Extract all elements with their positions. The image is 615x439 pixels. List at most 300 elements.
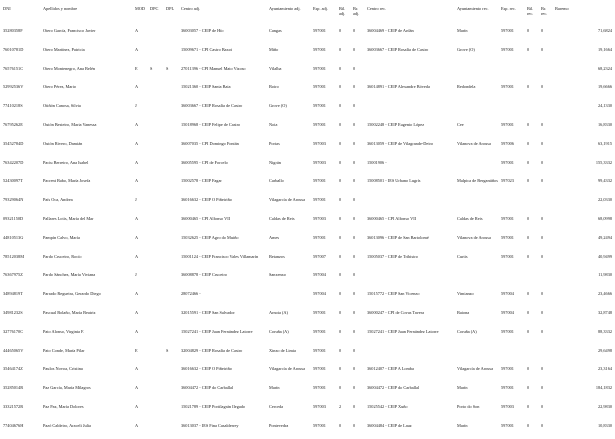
assignments-table	[2, 0, 613, 439]
dni-cell: 33321572R	[3, 403, 24, 409]
mod-cell: A	[135, 28, 139, 33]
name-cell: Pato Conde, María Pilar	[43, 347, 85, 353]
dpl-cell	[165, 404, 180, 423]
br-adj-cell: 0	[353, 253, 356, 259]
table-row	[2, 66, 613, 85]
bil-rec-cell: 0	[527, 366, 530, 372]
column-header-esp-adj: Esp. adj.	[313, 6, 328, 11]
dpl-cell	[165, 423, 180, 439]
ayuntamiento-rec-cell: Grove (O)	[457, 46, 475, 52]
centro-adj-cell: 36003057 - CEIP de Hío	[181, 28, 224, 33]
esp-rec-cell: 597001	[501, 28, 514, 33]
mod-cell: A	[135, 366, 139, 372]
baremo-cell: 68,0998	[598, 215, 612, 221]
dpl-cell	[165, 291, 180, 310]
column-header-dni: DNI	[3, 6, 11, 11]
baremo-cell: 40,9499	[598, 253, 612, 259]
esp-adj-cell: 597003	[313, 403, 326, 409]
centro-adj-cell: 36008878 - CEIP Cruceiro	[181, 272, 228, 278]
ayuntamiento-adj-cell: Marín	[269, 385, 280, 391]
centro-adj-cell: 15001124 - CEIP Francisco Vales Villamarín	[181, 253, 259, 259]
bil-adj-cell: 0	[339, 159, 342, 165]
br-rec-cell: 0	[541, 309, 544, 315]
br-rec-cell	[540, 66, 554, 85]
dpl-cell: S	[166, 65, 169, 71]
dpl-cell	[165, 178, 180, 197]
ayuntamiento-adj-cell: Arnoia (A)	[269, 309, 288, 315]
bil-rec-cell: 0	[527, 178, 530, 184]
table-row	[2, 47, 613, 66]
bil-adj-cell: 0	[339, 103, 342, 109]
dni-cell: 52430097T	[3, 178, 23, 184]
centro-rec-cell: 36000247 - CPI de Covas Tavera	[367, 309, 425, 315]
baremo-cell: 155,3332	[595, 159, 612, 165]
ayuntamiento-adj-cell: Boiro	[269, 84, 279, 90]
table-row	[2, 329, 613, 348]
br-rec-cell: 0	[541, 140, 544, 146]
ayuntamiento-rec-cell: Vimianzo	[457, 291, 474, 297]
baremo-cell: 22,0330	[598, 197, 612, 203]
name-cell: Paz Paz, María Dolores	[43, 403, 84, 409]
column-header-name: Apellidos y nombre	[43, 6, 78, 11]
mod-cell: E	[135, 347, 138, 353]
bil-adj-cell: 0	[339, 28, 342, 33]
dpl-cell	[165, 272, 180, 291]
baremo-cell: 16,8330	[598, 121, 612, 127]
column-header-centro-adj: Centro adj.	[181, 6, 201, 11]
ayuntamiento-adj-cell: Miño	[269, 46, 279, 52]
esp-rec-cell: 597004	[501, 309, 514, 315]
ayuntamiento-rec-cell	[456, 66, 500, 85]
bil-rec-cell: 0	[527, 309, 530, 315]
bil-rec-cell: 0	[527, 215, 530, 221]
bil-rec-cell: 0	[527, 422, 530, 428]
dpl-cell	[165, 28, 180, 47]
dpc-cell	[149, 197, 165, 216]
table-header	[2, 0, 613, 28]
column-header-esp-rec: Esp. rec.	[501, 6, 516, 11]
dni-cell: 35280358F	[3, 28, 23, 33]
centro-adj-cell: 15002578 - CEIP Fagar	[181, 178, 222, 184]
esp-rec-cell	[500, 197, 526, 216]
br-adj-cell: 0	[353, 366, 356, 372]
dni-cell: 44810513G	[3, 234, 24, 240]
ayuntamiento-adj-cell: Xinzo de Limia	[269, 347, 296, 353]
mod-cell: A	[135, 328, 139, 334]
baremo-cell: 23,4666	[598, 291, 612, 297]
esp-adj-cell: 597001	[313, 121, 326, 127]
table-row	[2, 178, 613, 197]
dpl-cell	[165, 366, 180, 385]
dni-cell: 79329064N	[3, 197, 24, 203]
bil-adj-cell: 0	[339, 140, 342, 146]
dpc-cell	[149, 272, 165, 291]
ayuntamiento-rec-cell: Cee	[457, 121, 464, 127]
br-rec-cell: 0	[541, 46, 544, 52]
dpc-cell	[149, 122, 165, 141]
dpc-cell	[149, 404, 165, 423]
esp-adj-cell: 597001	[313, 366, 326, 372]
br-rec-cell: 0	[541, 291, 544, 297]
esp-rec-cell: 597001	[501, 253, 514, 259]
mod-cell: A	[135, 178, 139, 184]
dpl-cell	[165, 141, 180, 160]
esp-rec-cell: 597001	[501, 328, 514, 334]
dni-cell: 76795262E	[3, 121, 23, 127]
esp-adj-cell: 597001	[313, 46, 326, 52]
centro-rec-cell: 36013059 - CEIP de Vilagrande-Deiro	[367, 140, 434, 146]
bil-adj-cell: 0	[339, 234, 342, 240]
centro-rec-cell: 15008501 - IES Urbano Lugrís	[367, 178, 421, 184]
ayuntamiento-adj-cell: Caldas de Reis	[269, 215, 295, 221]
ayuntamiento-adj-cell	[268, 291, 312, 310]
br-adj-cell: 0	[353, 140, 356, 146]
table-row	[2, 291, 613, 310]
ayuntamiento-rec-cell: Vilanova de Arousa	[457, 234, 491, 240]
esp-rec-cell: 597001	[501, 422, 514, 428]
centro-adj-cell: 15021789 - CEIP Portilagrán Ilegado	[181, 403, 246, 409]
dpl-cell	[165, 235, 180, 254]
br-adj-cell: 0	[353, 385, 356, 391]
centro-adj-cell: 15021360 - CEIP Santa Baia	[181, 84, 231, 90]
br-rec-cell: 0	[541, 215, 544, 221]
esp-rec-cell: 597001	[501, 234, 514, 240]
column-header-dpl: DPL	[166, 6, 175, 11]
centro-rec-cell: 15001906 -	[367, 159, 387, 165]
mod-cell: A	[135, 385, 139, 391]
mod-cell: A	[135, 234, 139, 240]
bil-rec-cell	[526, 272, 540, 291]
dni-cell: 77404676H	[3, 422, 24, 428]
dni-cell: 44465065V	[3, 347, 24, 353]
br-rec-cell	[540, 197, 554, 216]
dpl-cell	[165, 385, 180, 404]
bil-rec-cell: 0	[527, 328, 530, 334]
baremo-cell: 49,2494	[598, 234, 612, 240]
ayuntamiento-adj-cell: Coruña (A)	[269, 328, 289, 334]
dni-cell: 09321150D	[3, 215, 24, 221]
bil-adj-cell: 0	[339, 65, 342, 71]
esp-adj-cell: 597001	[313, 309, 326, 315]
br-adj-cell: 0	[353, 215, 356, 221]
esp-adj-cell: 597003	[313, 140, 326, 146]
ayuntamiento-rec-cell: Marín	[457, 385, 468, 391]
bil-adj-cell: 0	[339, 272, 342, 278]
bil-rec-cell: 0	[527, 234, 530, 240]
dpc-cell	[149, 103, 165, 122]
dni-cell: 76367975Z	[3, 272, 23, 278]
dpc-cell	[149, 385, 165, 404]
br-adj-cell: 0	[353, 46, 356, 52]
table-body	[2, 28, 613, 439]
bil-rec-cell: 0	[527, 121, 530, 127]
bil-adj-cell: 0	[339, 328, 342, 334]
ayuntamiento-rec-cell: Porto do Son	[457, 403, 480, 409]
mod-cell: A	[135, 46, 139, 52]
bil-adj-cell: 0	[339, 309, 342, 315]
ayuntamiento-adj-cell: Portas	[269, 140, 280, 146]
baremo-cell: 19,6666	[598, 84, 612, 90]
dni-cell: 35285014R	[3, 385, 24, 391]
column-header-bil-rec: Bil. rec.	[527, 6, 534, 16]
dni-cell: 76342207D	[3, 159, 24, 165]
esp-rec-cell: 597001	[501, 46, 514, 52]
dpc-cell	[149, 84, 165, 103]
bil-adj-cell: 0	[339, 46, 342, 52]
br-adj-cell: 0	[353, 121, 356, 127]
dpc-cell	[149, 310, 165, 329]
br-adj-cell: 0	[353, 234, 356, 240]
centro-adj-cell: 15009671 - CPI Castro Baxoi	[181, 46, 233, 52]
name-cell: Paciu Berreiro, Ana Isabel	[43, 159, 89, 165]
centro-adj-cell: 15018968 - CEIP Felipe de Castro	[181, 121, 241, 127]
ayuntamiento-rec-cell: Vilanova de Arousa	[457, 140, 491, 146]
bil-rec-cell	[526, 348, 540, 367]
bil-rec-cell: 0	[527, 46, 530, 52]
esp-rec-cell: 597001	[501, 159, 514, 165]
centro-rec-cell: 36013096 - CEIP de San Bartolomé	[367, 234, 429, 240]
esp-rec-cell: 597003	[501, 403, 514, 409]
ayuntamiento-adj-cell: Betanzos	[269, 253, 285, 259]
esp-adj-cell: 597001	[313, 28, 326, 33]
br-rec-cell: 0	[541, 385, 544, 391]
centro-rec-cell: 36004469 - CEIP de Ardán	[367, 28, 414, 33]
dpc-cell	[149, 291, 165, 310]
baremo-cell: 23,3164	[598, 366, 612, 372]
name-cell: Outón Besteiro, Maria Vanessa	[43, 121, 97, 127]
ayuntamiento-rec-cell	[456, 348, 500, 367]
name-cell: Pascual Bolaño, María Beatriz	[43, 309, 96, 315]
esp-adj-cell: 597001	[313, 385, 326, 391]
header-row	[2, 0, 613, 28]
name-cell: País Oca, Andrea	[43, 197, 73, 203]
bil-rec-cell: 0	[527, 28, 530, 33]
centro-adj-cell: 27011396 - CPI Manuel Mato Vizoso	[181, 65, 246, 71]
baremo-cell: 22,9830	[598, 403, 612, 409]
ayuntamiento-rec-cell	[456, 272, 500, 291]
baremo-cell: 32,8748	[598, 309, 612, 315]
table-row	[2, 197, 613, 216]
baremo-cell: 68,2324	[598, 65, 612, 71]
name-cell: Pardo Cruceiro, Rocío	[43, 253, 82, 259]
esp-adj-cell: 597001	[313, 328, 326, 334]
dpl-cell	[165, 197, 180, 216]
ayuntamiento-rec-cell	[456, 103, 500, 122]
ayuntamiento-adj-cell: Sanxenxo	[269, 272, 286, 278]
esp-adj-cell: 597001	[313, 103, 326, 109]
table-row	[2, 254, 613, 273]
dpc-cell	[149, 329, 165, 348]
ayuntamiento-rec-cell: Malpica de Bergantiños	[457, 178, 498, 184]
mod-cell: A	[135, 253, 139, 259]
dpl-cell	[165, 103, 180, 122]
dpc-cell	[149, 178, 165, 197]
esp-rec-cell	[500, 348, 526, 367]
mod-cell: J	[135, 272, 137, 278]
br-adj-cell: 0	[353, 291, 356, 297]
baremo-cell: 24,1330	[598, 103, 612, 109]
mod-cell: A	[135, 291, 139, 297]
esp-adj-cell: 597001	[313, 422, 326, 428]
ayuntamiento-adj-cell: Vilagarcía de Arousa	[269, 366, 306, 372]
centro-adj-cell: 36016632 - CEIP O Piñeiriño	[181, 366, 232, 372]
column-header-ayuntamiento-rec: Ayuntamiento rec.	[457, 6, 489, 11]
br-adj-cell: 0	[353, 28, 356, 33]
table-row	[2, 216, 613, 235]
dpl-cell	[165, 122, 180, 141]
centro-rec-cell: 15027241 - CEIP Juan Fernández Latorre	[367, 328, 439, 334]
bil-rec-cell	[526, 103, 540, 122]
table-row	[2, 103, 613, 122]
baremo-cell: 71,6824	[598, 28, 612, 33]
dpc-cell	[149, 28, 165, 47]
column-header-br-rec: Br. rec.	[541, 6, 548, 16]
dpc-cell	[149, 160, 165, 179]
br-rec-cell: 0	[541, 234, 544, 240]
centro-rec-cell: 36004472 - CEIP do Carballal	[367, 385, 420, 391]
dpc-cell	[149, 366, 165, 385]
bil-rec-cell: 0	[527, 385, 530, 391]
esp-adj-cell: 597004	[313, 272, 326, 278]
centro-adj-cell: 15032625 - CEIP Agro do Muiño	[181, 234, 239, 240]
esp-rec-cell: 597001	[501, 215, 514, 221]
dpc-cell	[149, 254, 165, 273]
mod-cell: A	[135, 422, 139, 428]
dni-cell: 78512038M	[3, 253, 25, 259]
br-rec-cell: 0	[541, 121, 544, 127]
ayuntamiento-rec-cell: Curtis	[457, 253, 468, 259]
esp-adj-cell: 597007	[313, 253, 326, 259]
mod-cell: A	[135, 215, 139, 221]
mod-cell: J	[135, 197, 137, 203]
centro-rec-cell: 15005037 - CEIP de Tribistro	[367, 253, 418, 259]
baremo-cell: 88,3332	[598, 328, 612, 334]
dni-cell: 35452784D	[3, 140, 24, 146]
bil-rec-cell	[526, 197, 540, 216]
bil-adj-cell: 0	[339, 253, 342, 259]
esp-adj-cell: 597003	[313, 159, 326, 165]
bil-adj-cell: 0	[339, 422, 342, 428]
dpc-cell: S	[150, 65, 153, 71]
ayuntamiento-adj-cell: Nigrán	[269, 159, 281, 165]
dpc-cell	[149, 423, 165, 439]
br-rec-cell: 0	[541, 84, 544, 90]
centro-rec-cell: 36003667 - CEIP Rosalía de Castro	[367, 46, 429, 52]
mod-cell: J	[135, 103, 137, 109]
br-adj-cell: 0	[353, 422, 356, 428]
dpl-cell	[165, 160, 180, 179]
esp-rec-cell: 597023	[501, 178, 514, 184]
name-cell: Otero Pérez, Mario	[43, 84, 77, 90]
table-row	[2, 84, 613, 103]
bil-adj-cell: 0	[339, 215, 342, 221]
br-adj-cell: 0	[353, 347, 356, 353]
mod-cell: A	[135, 140, 139, 146]
esp-rec-cell: 597001	[501, 84, 514, 90]
dni-cell: 76010781D	[3, 46, 24, 52]
dpl-cell: S	[166, 347, 169, 353]
name-cell: Pato Alonso, Virginia F.	[43, 328, 85, 334]
centro-rec-cell	[366, 103, 456, 122]
name-cell: Otero Martínez, Patricia	[43, 46, 85, 52]
br-adj-cell: 0	[353, 328, 356, 334]
dpl-cell	[165, 84, 180, 103]
dni-cell: 34894819T	[3, 291, 23, 297]
ayuntamiento-rec-cell: Baiona	[457, 309, 470, 315]
esp-adj-cell: 597001	[313, 234, 326, 240]
centro-adj-cell: 32004829 - CEIP Rosalía de Castro	[181, 347, 243, 353]
dpc-cell	[149, 348, 165, 367]
name-cell: Paz García, María Milagros	[43, 385, 91, 391]
br-rec-cell	[540, 103, 554, 122]
dni-cell: 32776170C	[3, 328, 24, 334]
ayuntamiento-rec-cell: Marín	[457, 28, 468, 33]
centro-rec-cell	[366, 66, 456, 85]
column-header-mod: MOD	[135, 6, 146, 11]
br-rec-cell	[540, 348, 554, 367]
column-header-centro-rec: Centro rec.	[367, 6, 387, 11]
br-adj-cell: 0	[353, 103, 356, 109]
centro-adj-cell: 36003667 - CEIP Rosalía de Castro	[181, 103, 243, 109]
bil-adj-cell: 0	[339, 178, 342, 184]
bil-rec-cell: 0	[527, 159, 530, 165]
name-cell: Otiñón Canosa, Silvia	[43, 103, 81, 109]
column-header-dpc: DPC	[150, 6, 159, 11]
centro-rec-cell: 36014891 - CEIP Alexandre Bóveda	[367, 84, 430, 90]
name-cell: Pampín Calvo, María	[43, 234, 80, 240]
ayuntamiento-adj-cell: Carballo	[269, 178, 284, 184]
table-row	[2, 404, 613, 423]
mod-cell: A	[135, 84, 139, 90]
centro-adj-cell: 36004472 - CEIP do Carballal	[181, 385, 234, 391]
ayuntamiento-adj-cell: Noia	[269, 121, 278, 127]
esp-rec-cell	[500, 66, 526, 85]
dpl-cell	[165, 310, 180, 329]
br-rec-cell: 0	[541, 328, 544, 334]
dni-cell: 77410218S	[3, 103, 23, 109]
bil-adj-cell: 0	[339, 366, 342, 372]
bil-rec-cell: 0	[527, 253, 530, 259]
ayuntamiento-adj-cell: Cangas	[269, 28, 282, 33]
ayuntamiento-rec-cell: Caldas de Reis	[457, 215, 483, 221]
centro-adj-cell: 28072466 -	[181, 291, 201, 297]
ayuntamiento-adj-cell: Ames	[269, 234, 280, 240]
column-header-baremo: Baremo	[555, 6, 569, 11]
name-cell: Pallares Lotis, María del Mar	[43, 215, 94, 221]
baremo-cell: 11,9830	[598, 272, 612, 278]
centro-adj-cell: 32015591 - CEIP San Salvador	[181, 309, 235, 315]
esp-adj-cell: 597001	[313, 178, 326, 184]
dpc-cell	[149, 47, 165, 66]
bil-rec-cell: 0	[527, 140, 530, 146]
column-header-bil-adj: Bil. adj.	[339, 6, 346, 16]
baremo-cell: 10,8330	[598, 422, 612, 428]
mod-cell: A	[135, 403, 139, 409]
esp-rec-cell: 597004	[501, 291, 514, 297]
bil-rec-cell	[526, 66, 540, 85]
table-row	[2, 366, 613, 385]
centro-adj-cell: 36005595 - CPI de Forcelo	[181, 159, 228, 165]
esp-rec-cell: 597006	[501, 140, 514, 146]
centro-adj-cell: 36007035 - CPI Domingo Fontán	[181, 140, 239, 146]
centro-adj-cell: 36016632 - CEIP O Piñeiriño	[181, 197, 232, 203]
ayuntamiento-rec-cell: Marín	[457, 422, 468, 428]
centro-adj-cell: 36013037 - IES Fina Casalderrey	[181, 422, 239, 428]
centro-rec-cell: 36000465 - CPI Alfonso VII	[367, 215, 417, 221]
centro-rec-cell: 36012407 - CEIP A Lomba	[367, 366, 414, 372]
bil-adj-cell: 0	[339, 84, 342, 90]
bil-adj-cell: 2	[339, 403, 342, 409]
